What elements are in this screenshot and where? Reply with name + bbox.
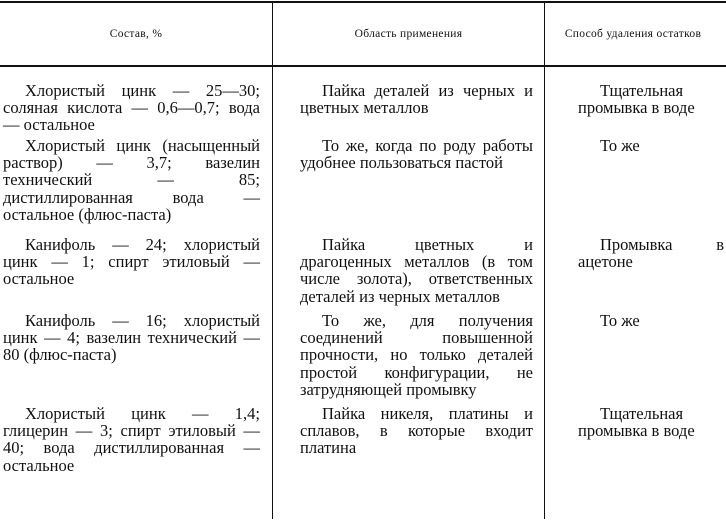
row-2-application: То же, когда по роду работы удобнее пользоваться пастой	[300, 136, 533, 173]
row-2-removal: То же	[600, 136, 640, 155]
row-2-composition: Хлористый цинк (насыщенный раствор) — 3,7; вазелин технический — 85; дистиллированная вода — остальное (флюс-паста)	[3, 136, 260, 224]
row-4-composition: Канифоль — 16; хлористый цинк — 4; вазелин технический — 80 (флюс-паста)	[3, 311, 260, 365]
row-3-removal: Промывка в ацетоне	[578, 235, 724, 272]
header-composition: Состав, %	[109, 27, 163, 40]
row-1-composition: Хлористый цинк — 25—30; соляная кислота — 0,6—0,7; вода — остальное	[3, 81, 260, 135]
row-5-removal: Тщательная промывка в воде	[578, 404, 695, 441]
column-divider-1	[272, 1, 273, 519]
row-3-application: Пайка цветных и драгоценных металлов (в том числе золота), ответственных деталей из черных металлов	[300, 235, 533, 306]
header-removal: Способ удаления остатков	[564, 28, 702, 40]
row-5-composition: Хлористый цинк — 1,4; глицерин — 3; спирт этиловый — 40; вода дистиллированная — остальное	[3, 404, 260, 475]
row-4-application: То же, для получения соединений повышенной прочности, но только деталей простой конфигурации, не затрудняющей промывку	[300, 311, 533, 399]
row-1-removal: Тщательная промывка в воде	[578, 81, 695, 118]
row-1-application: Пайка деталей из черных и цветных металлов	[300, 81, 533, 118]
row-3-composition: Канифоль — 24; хлористый цинк — 1; спирт этиловый — остальное	[3, 235, 260, 289]
header-application: Область применения	[354, 27, 463, 40]
row-5-application: Пайка никеля, платины и сплавов, в которые входит платина	[300, 404, 533, 458]
column-divider-2	[544, 1, 545, 519]
header-bottom-rule	[0, 65, 726, 67]
row-4-removal: То же	[600, 311, 640, 330]
